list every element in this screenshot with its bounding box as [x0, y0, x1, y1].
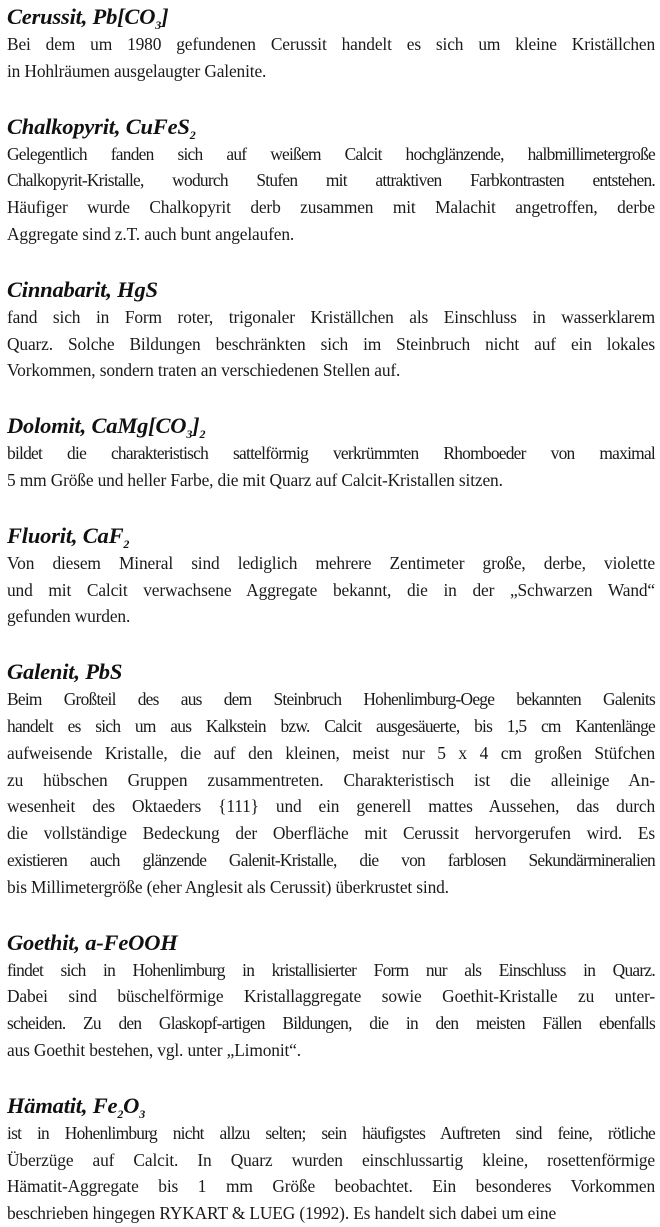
mineral-description — [7, 686, 655, 900]
chemical-formula — [82, 522, 130, 551]
mineral-heading — [7, 926, 655, 957]
mineral-entry — [7, 409, 655, 494]
description-line: und mit Calcit verwachsene Aggregate bekannt, die in der „Schwarzen Wand“ — [7, 579, 655, 600]
formula-text: CuFeS — [125, 113, 190, 139]
formula-text: CaMg[CO — [91, 413, 187, 439]
description-line: Quarz. Solche Bildungen beschränkten sich im Steinbruch nicht auf ein lokales — [7, 333, 655, 354]
mineral-entry — [7, 655, 655, 900]
formula-subscript: 2 — [189, 127, 196, 142]
chemical-formula — [85, 659, 122, 684]
description-line: beschrieben hingegen RYKART & LUEG (1992). Es handelt sich dabei um eine — [7, 1203, 557, 1224]
formula-subscript: 3 — [155, 18, 162, 32]
mineral-name: Fluorit — [7, 522, 72, 548]
mineral-description — [7, 141, 655, 248]
heading-separator: , — [74, 659, 86, 685]
formula-text: ] — [192, 413, 200, 439]
description-line: bis Millimetergröße (eher Anglesit als Cerussit) überkrustet sind. — [7, 876, 449, 897]
chemical-formula — [85, 930, 177, 955]
description-line: aus Goethit bestehen, vgl. unter „Limonit“. — [7, 1039, 301, 1060]
description-line: existieren auch glänzende Galenit-Kristalle, die von farblosen Sekundärmineralien — [7, 849, 655, 870]
heading-separator: , — [71, 522, 83, 548]
heading-separator: , — [81, 4, 93, 29]
mineral-entry — [7, 926, 655, 1064]
description-line: Überzüge auf Calcit. In Quarz wurden einschlussartig kleine, rosettenförmige — [7, 1149, 655, 1170]
formula-subscript: 3 — [139, 1106, 146, 1121]
description-line: 5 mm Größe und heller Farbe, die mit Quarz auf Calcit-Kristallen sitzen. — [7, 469, 503, 490]
mineral-name: Cinnabarit — [7, 276, 107, 302]
description-line: fand sich in Form roter, trigonaler Kriställchen als Einschluss in wasserklarem — [7, 306, 655, 327]
mineral-name: Chalkopyrit — [7, 113, 115, 139]
mineral-name: Goethit — [7, 929, 75, 955]
chemical-formula — [125, 113, 196, 142]
mineral-description — [7, 31, 655, 85]
entry-spacer — [7, 1064, 655, 1089]
mineral-heading — [7, 519, 655, 550]
mineral-description — [7, 304, 655, 384]
formula-text: ] — [161, 4, 169, 29]
formula-subscript: 2 — [123, 536, 130, 551]
mineral-description — [7, 1120, 655, 1227]
formula-text: CaF — [82, 522, 124, 548]
mineral-entry — [7, 0, 655, 85]
entry-spacer — [7, 248, 655, 273]
mineral-description — [7, 440, 655, 494]
formula-text: a-FeOOH — [85, 929, 178, 955]
mineral-name: Cerussit — [7, 4, 82, 29]
description-line: handelt es sich um aus Kalkstein bzw. Calcit ausgesäuerte, bis 1,5 cm Kantenlänge — [7, 715, 655, 736]
chemical-formula — [92, 4, 169, 32]
formula-text: O — [123, 1092, 140, 1118]
description-line: in Hohlräumen ausgelaugter Galenite. — [7, 60, 267, 81]
mineral-entry — [7, 273, 655, 384]
mineral-heading — [7, 409, 655, 440]
chemical-formula — [117, 277, 158, 302]
mineral-heading — [7, 0, 655, 31]
description-line: Dabei sind büschelförmige Kristallaggregate sowie Goethit-Kristalle zu unter- — [7, 986, 655, 1007]
heading-separator: , — [114, 113, 126, 139]
document-page — [7, 0, 655, 1227]
description-line: Aggregate sind z.T. auch bunt angelaufen. — [7, 223, 295, 244]
entry-spacer — [7, 494, 655, 519]
mineral-heading — [7, 1089, 655, 1120]
mineral-entry — [7, 519, 655, 630]
description-line: wesenheit des Oktaeders {111} und ein generell mattes Aussehen, das durch — [7, 796, 655, 817]
chemical-formula — [91, 413, 206, 442]
heading-separator: , — [106, 276, 118, 302]
mineral-description — [7, 957, 655, 1064]
entry-spacer — [7, 901, 655, 926]
formula-text: Pb[CO — [92, 4, 156, 29]
description-line: Vorkommen, sondern traten an verschiedenen Stellen auf. — [7, 360, 401, 381]
mineral-heading — [7, 110, 655, 141]
description-line: Bei dem um 1980 gefundenen Cerussit handelt es sich um kleine Kriställchen — [7, 34, 655, 54]
mineral-description — [7, 550, 655, 630]
mineral-heading — [7, 655, 655, 686]
entry-spacer — [7, 384, 655, 409]
mineral-entry — [7, 1089, 655, 1227]
description-line: Häufiger wurde Chalkopyrit derb zusammen mit Malachit angetroffen, derbe — [7, 197, 655, 218]
description-line: ist in Hohenlimburg nicht allzu selten; sein häufigstes Auftreten sind feine, rötliche — [7, 1122, 655, 1143]
description-line: Von diesem Mineral sind lediglich mehrere Zentimeter große, derbe, violette — [7, 552, 655, 573]
formula-text: Fe — [92, 1092, 118, 1118]
chemical-formula — [92, 1092, 146, 1121]
mineral-name: Galenit — [7, 659, 75, 685]
entry-spacer — [7, 85, 655, 110]
entry-spacer — [7, 630, 655, 655]
description-line: gefunden wurden. — [7, 606, 131, 627]
formula-subscript: 2 — [117, 1106, 124, 1121]
heading-separator: , — [81, 1092, 93, 1118]
formula-text: PbS — [85, 659, 123, 685]
description-line: die vollständige Bedeckung der Oberfläche mit Cerussit hervorgerufen wird. Es — [7, 823, 655, 844]
formula-text: HgS — [117, 276, 158, 302]
formula-subscript: 3 — [186, 427, 193, 442]
heading-separator: , — [80, 413, 92, 439]
mineral-name: Hämatit — [7, 1092, 82, 1118]
mineral-entry — [7, 110, 655, 248]
description-line: Chalkopyrit-Kristalle, wodurch Stufen mit attraktiven Farbkontrasten entstehen. — [7, 170, 655, 191]
mineral-name: Dolomit — [7, 413, 81, 439]
description-line: Gelegentlich fanden sich auf weißem Calcit hochglänzende, halbmillimetergroße — [7, 143, 655, 164]
description-line: zu hübschen Gruppen zusammentreten. Charakteristisch ist die alleinige An- — [7, 769, 655, 790]
description-line: aufweisende Kristalle, die auf den kleinen, meist nur 5 x 4 cm großen Stüfchen — [7, 742, 655, 763]
formula-subscript: 2 — [199, 427, 206, 442]
description-line: Beim Großteil des aus dem Steinbruch Hohenlimburg-Oege bekannten Galenits — [7, 689, 655, 710]
heading-separator: , — [74, 929, 86, 955]
description-line: findet sich in Hohenlimburg in kristallisierter Form nur als Einschluss in Quarz. — [7, 959, 655, 980]
description-line: Hämatit-Aggregate bis 1 mm Größe beobachtet. Ein besonderes Vorkommen — [7, 1176, 655, 1197]
mineral-heading — [7, 273, 655, 304]
description-line: bildet die charakteristisch sattelförmig verkrümmten Rhomboeder von maximal — [7, 443, 655, 464]
description-line: scheiden. Zu den Glaskopf-artigen Bildungen, die in den meisten Fällen ebenfalls — [7, 1013, 655, 1034]
